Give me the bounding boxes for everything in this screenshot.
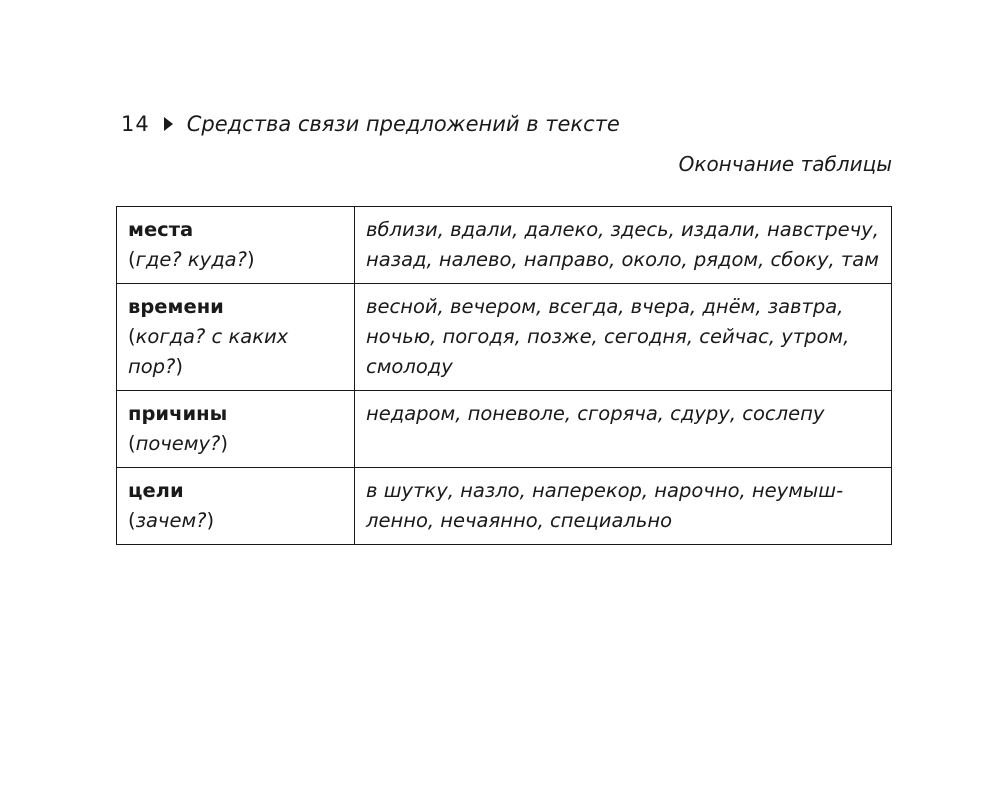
- words-cell: весной, вечером, всегда, вчера, днём, завтра, ночью, погодя, позже, сегодня, сейчас, утром, смолоду: [355, 284, 892, 391]
- category-name: времени: [128, 295, 224, 318]
- category-cell: [117, 207, 355, 284]
- table-caption: Окончание таблицы: [678, 152, 892, 176]
- table-row: [117, 207, 892, 284]
- category-question: (когда? с каких пор?): [128, 325, 289, 378]
- page-header: [121, 112, 620, 136]
- category-question: (почему?): [128, 432, 229, 455]
- page-number: 14: [121, 112, 150, 136]
- category-cell: [117, 284, 355, 391]
- words-cell: в шутку, назло, наперекор, нарочно, неумыш-ленно, нечаянно, специально: [355, 468, 892, 545]
- category-question: (где? куда?): [128, 248, 255, 271]
- category-name: места: [128, 218, 194, 241]
- category-name: причины: [128, 402, 228, 425]
- table-row: [117, 284, 892, 391]
- words-cell: недаром, поневоле, сгоряча, сдуру, сослепу: [355, 391, 892, 468]
- words-cell: вблизи, вдали, далеко, здесь, издали, навстречу, назад, налево, направо, около, рядом, сбоку, там: [355, 207, 892, 284]
- category-cell: [117, 468, 355, 545]
- chapter-title: Средства связи предложений в тексте: [186, 112, 620, 136]
- table-row: [117, 391, 892, 468]
- table-row: [117, 468, 892, 545]
- category-question: (зачем?): [128, 509, 215, 532]
- triangle-right-icon: [164, 117, 173, 131]
- category-cell: [117, 391, 355, 468]
- adverbs-table: [116, 206, 892, 545]
- category-name: цели: [128, 479, 184, 502]
